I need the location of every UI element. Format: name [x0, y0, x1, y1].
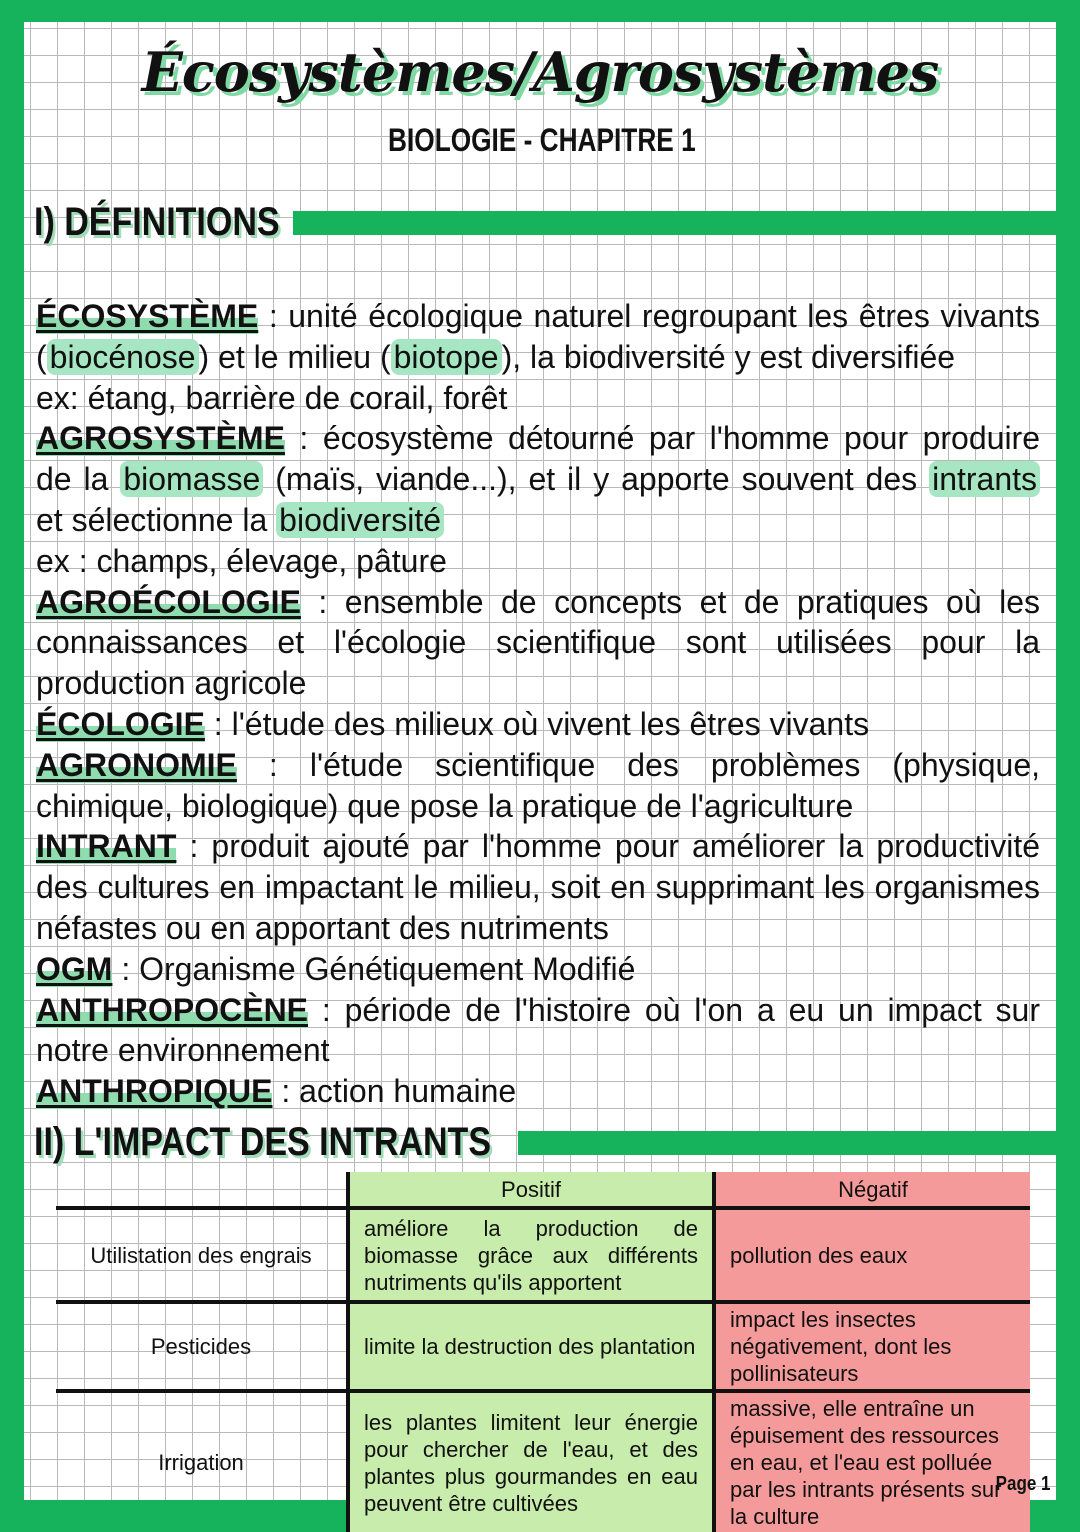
definition-term: INTRANT: [36, 828, 177, 865]
definition-term: AGROÉCOLOGIE: [36, 583, 301, 620]
negative-cell: pollution des eaux: [714, 1208, 1030, 1302]
definition-intrant: [36, 826, 1040, 948]
table-corner-cell: [56, 1172, 348, 1208]
row-label: Pesticides: [56, 1302, 348, 1391]
definition-term: ÉCOSYSTÈME: [36, 298, 259, 334]
positive-cell: les plantes limitent leur énergie pour chercher de l'eau, et des plantes plus gourmandes en eau peuvent être cultivées: [348, 1391, 714, 1532]
section-divider-bar: [518, 1131, 1056, 1155]
highlight-biotope: biotope: [391, 339, 502, 375]
definition-text: : période de l'histoire où l'on a eu un impact sur notre environnement: [36, 991, 1040, 1069]
section-heading: I) DÉFINITIONS: [34, 200, 280, 244]
negative-cell: massive, elle entraîne un épuisement des ressources en eau, et l'eau est polluée par les intrants présents sur la culture: [714, 1391, 1030, 1532]
definition-text: ) et le milieu (: [198, 338, 391, 375]
definition-term: AGROSYSTÈME: [36, 420, 285, 457]
page-subtitle: BIOLOGIE - CHAPITRE 1: [388, 122, 696, 158]
table-row: [56, 1391, 1030, 1532]
highlight-biocenose: biocénose: [47, 339, 199, 375]
definition-text: : action humaine: [272, 1073, 517, 1110]
positive-cell: limite la destruction des plantation: [348, 1302, 714, 1391]
section-divider-bar: [293, 211, 1056, 235]
table-row: [56, 1208, 1030, 1302]
highlight-biomasse: biomasse: [120, 461, 263, 497]
definition-text: et sélectionne la: [36, 501, 277, 538]
negative-cell: impact les insectes négativement, dont les pollinisateurs: [714, 1302, 1030, 1391]
definition-text: (maïs, viande...), et il y apporte souvent des: [263, 461, 930, 498]
definition-text: : Organisme Génétiquement Modifié: [112, 950, 636, 987]
definition-example: ex: étang, barrière de corail, forêt: [36, 379, 508, 416]
definition-text: : produit ajouté par l'homme pour améliorer la productivité des cultures en impactant le milieu, soit en supprimant les organismes néfastes ou en apportant des nutriments: [36, 828, 1040, 946]
column-header-negative: Négatif: [714, 1172, 1030, 1208]
definition-text: : écosystème détourné par l'homme pour produire de la: [36, 420, 1040, 498]
definition-term: ANTHROPOCÈNE: [36, 991, 309, 1028]
definition-text: ), la biodiversité y est diversifiée: [501, 338, 956, 375]
row-label: Utilistation des engrais: [56, 1208, 348, 1302]
page-title: Écosystèmes/Agrosystèmes: [141, 40, 939, 104]
table-row: [56, 1302, 1030, 1391]
definition-text: : unité écologique naturel regroupant les êtres vivants (: [36, 298, 1040, 375]
definition-example: ex : champs, élevage, pâture: [36, 542, 447, 579]
definition-anthropocene: [36, 990, 1040, 1072]
highlight-biodiversite: biodiversité: [276, 502, 444, 538]
definition-text: : ensemble de concepts et de pratiques où les connaissances et l'écologie scientifique sont utilisées pour la production agricole: [36, 583, 1040, 702]
intrants-impact-table: [56, 1172, 1030, 1532]
section-definitions-header: [34, 200, 1056, 245]
definition-term: ANTHROPIQUE: [36, 1073, 273, 1110]
definition-anthropique: [36, 1071, 1040, 1112]
definition-ecosysteme: [36, 296, 1040, 378]
note-page: [24, 22, 1056, 1529]
column-header-positive: Positif: [348, 1172, 714, 1208]
definition-text: : l'étude scientifique des problèmes (physique, chimique, biologique) que pose la pratique de l'agriculture: [36, 746, 1040, 824]
definition-term: ÉCOLOGIE: [36, 705, 205, 742]
table-header-row: [56, 1172, 1030, 1208]
definition-agroecologie: [36, 582, 1040, 704]
definition-term: AGRONOMIE: [36, 746, 237, 783]
definition-ogm: [36, 949, 1040, 990]
definition-text: : l'étude des milieux où vivent les êtres vivants: [204, 705, 870, 742]
row-label: Irrigation: [56, 1391, 348, 1532]
highlight-intrants: intrants: [929, 461, 1040, 497]
page-number: Page 1: [995, 1473, 1050, 1495]
definition-agrosysteme: [36, 418, 1040, 540]
definition-ecologie: [36, 704, 1040, 745]
definition-agronomie: [36, 745, 1040, 827]
definition-term: OGM: [36, 950, 113, 987]
definitions-list: [36, 296, 1040, 1112]
positive-cell: améliore la production de biomasse grâce aux différents nutriments qu'ils apportent: [348, 1208, 714, 1302]
section-heading: II) L'IMPACT DES INTRANTS: [34, 1120, 491, 1164]
section-intrants-header: [34, 1120, 1056, 1165]
